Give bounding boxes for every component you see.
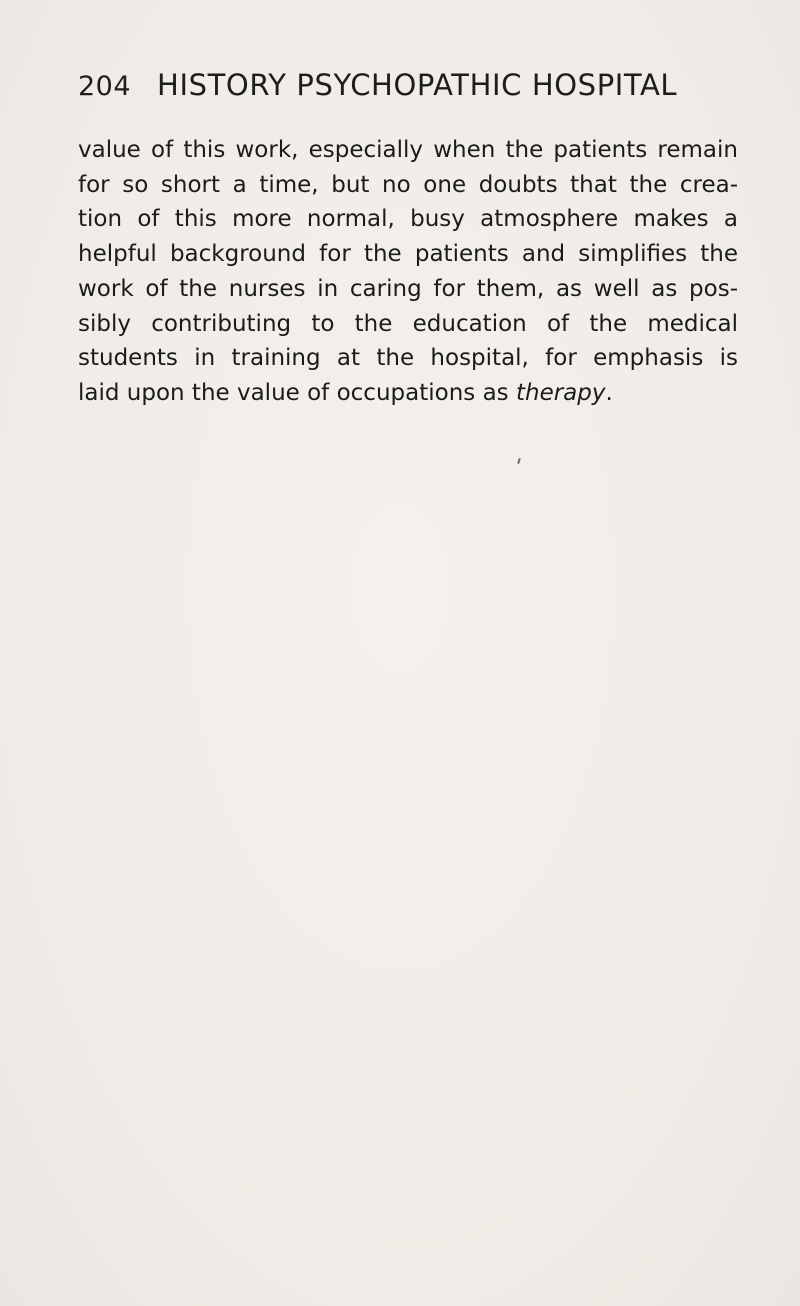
page-number: 204 — [78, 71, 132, 102]
text-line: tion of this more normal, busy atmosphere makes a — [78, 206, 738, 233]
text-line-last — [78, 376, 738, 411]
text-line: sibly contributing to the education of the medical — [78, 310, 738, 337]
emphasis-therapy: therapy — [515, 379, 606, 406]
text-line: work of the nurses in caring for them, as well as pos- — [78, 275, 738, 302]
text-line-last-prefix: laid upon the value of occupations as — [78, 379, 516, 406]
text-line: helpful background for the patients and simplifies the — [78, 241, 738, 268]
text-line-last-suffix: . — [605, 379, 613, 406]
header-title: HISTORY PSYCHOPATHIC HOSPITAL — [157, 68, 678, 102]
text-line: for so short a time, but no one doubts that the crea- — [78, 171, 738, 198]
body-paragraph — [78, 133, 738, 411]
text-line: value of this work, especially when the patients remain — [78, 137, 738, 163]
text-line: students in training at the hospital, for emphasis is — [78, 345, 738, 372]
running-head — [78, 68, 728, 102]
paper-speck — [517, 458, 521, 464]
